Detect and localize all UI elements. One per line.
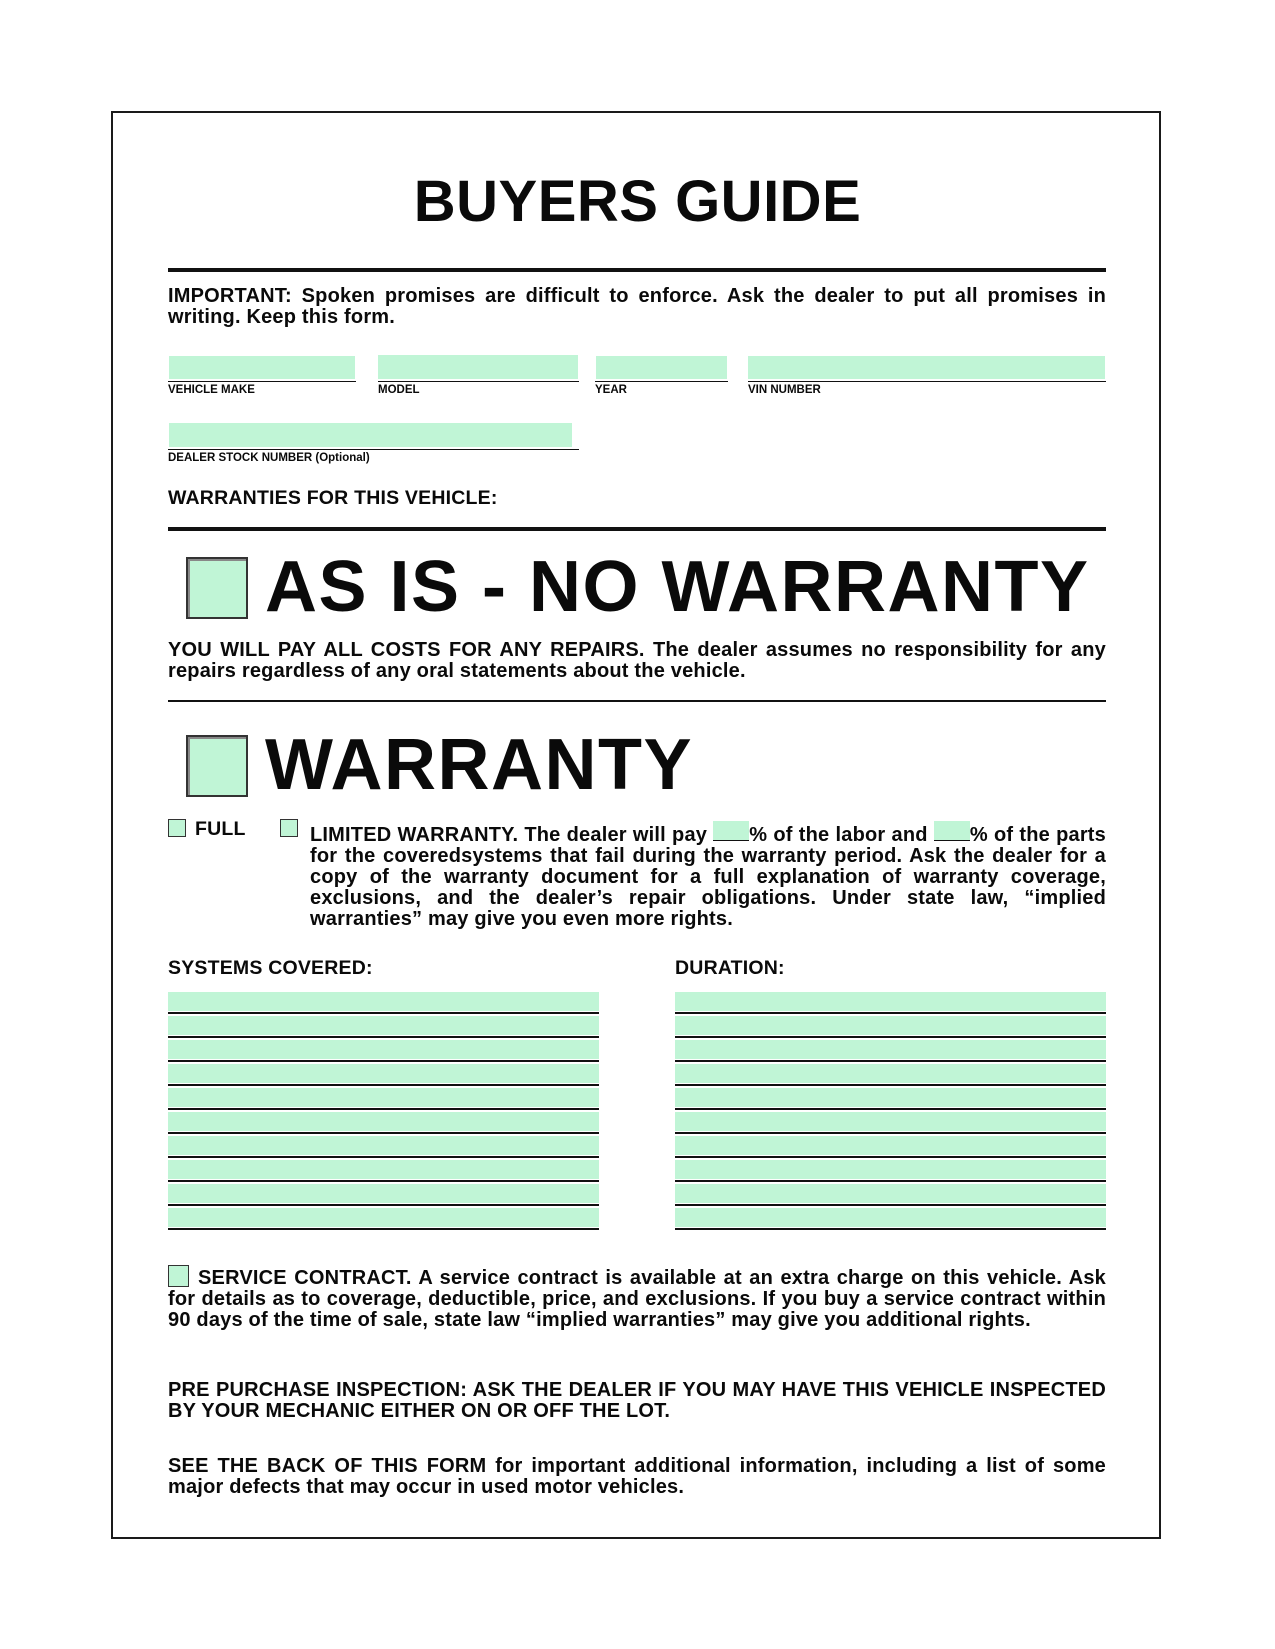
pre-purchase-inspection-text: PRE PURCHASE INSPECTION: ASK THE DEALER IF YOU MAY HAVE THIS VEHICLE INSPECTED BY YOUR MECHANIC EITHER ON OR OFF THE LOT. [168,1379,1106,1422]
year-label: YEAR [595,384,627,396]
duration-underline-4 [675,1084,1106,1086]
systems-covered-label: SYSTEMS COVERED: [168,957,373,979]
vehicle-make-underline [168,381,356,382]
service-contract-text: SERVICE CONTRACT. A service contract is available at an extra charge on this vehicle. Ask for details as to coverage, deductible, price, and exclusions. If you buy a service contract within 90 days of the time of sale, state law “implied warranties” may give you additional rights. [168,1267,1106,1331]
vehicle-make-label: VEHICLE MAKE [168,384,255,396]
duration-underline-8 [675,1180,1106,1182]
vin-input[interactable] [748,356,1105,379]
systems-covered-input-1[interactable] [168,992,599,1011]
systems-covered-underline-1 [168,1012,599,1014]
stock-number-label: DEALER STOCK NUMBER (Optional) [168,452,370,464]
year-input[interactable] [596,356,727,379]
duration-input-8[interactable] [675,1160,1106,1179]
top-rule [168,268,1106,272]
stock-number-underline [168,449,579,450]
as-is-heading: AS IS - NO WARRANTY [265,547,1090,627]
warranty-checkbox[interactable] [186,735,248,797]
duration-input-9[interactable] [675,1184,1106,1203]
systems-covered-input-4[interactable] [168,1064,599,1083]
full-warranty-checkbox[interactable] [168,819,186,837]
systems-covered-underline-4 [168,1084,599,1086]
see-back-text: SEE THE BACK OF THIS FORM for important additional information, including a list of some major defects that may occur in used motor vehicles. [168,1455,1106,1498]
duration-underline-2 [675,1036,1106,1038]
as-is-text: YOU WILL PAY ALL COSTS FOR ANY REPAIRS. The dealer assumes no responsibility for any repairs regardless of any oral statements about the vehicle. [168,639,1106,682]
duration-input-7[interactable] [675,1136,1106,1155]
labor-percent-input[interactable] [713,821,749,841]
duration-input-3[interactable] [675,1040,1106,1059]
duration-underline-10 [675,1228,1106,1230]
systems-covered-input-2[interactable] [168,1016,599,1035]
model-label: MODEL [378,384,420,396]
duration-input-10[interactable] [675,1208,1106,1227]
limited-warranty-text-c: % of the parts for the coveredsystems that fail during the warranty period. Ask the dealer for a copy of the warranty document for a full explanation of warranty coverage, exclusions, and the dealer’s repair obligations. Under state law, “implied warranties” may give you even more rights. [310,824,1106,930]
year-underline [595,381,728,382]
duration-input-5[interactable] [675,1088,1106,1107]
model-input[interactable] [378,355,578,379]
stock-number-input[interactable] [169,423,572,447]
parts-percent-input[interactable] [934,821,970,841]
full-warranty-label: FULL [195,818,246,840]
as-is-rule [168,700,1106,702]
model-underline [378,381,579,382]
systems-covered-input-3[interactable] [168,1040,599,1059]
vin-label: VIN NUMBER [748,384,821,396]
limited-warranty-checkbox[interactable] [280,819,298,837]
systems-covered-underline-8 [168,1180,599,1182]
duration-underline-1 [675,1012,1106,1014]
duration-input-4[interactable] [675,1064,1106,1083]
systems-covered-input-9[interactable] [168,1184,599,1203]
vin-underline [748,381,1106,382]
duration-input-6[interactable] [675,1112,1106,1131]
limited-warranty-text-a: LIMITED WARRANTY. The dealer will pay [310,824,714,846]
warranty-heading: WARRANTY [265,725,693,805]
duration-input-2[interactable] [675,1016,1106,1035]
duration-input-1[interactable] [675,992,1106,1011]
duration-underline-3 [675,1060,1106,1062]
important-notice: IMPORTANT: Spoken promises are difficult to enforce. Ask the dealer to put all promises in writing. Keep this form. [168,285,1106,328]
systems-covered-input-8[interactable] [168,1160,599,1179]
systems-covered-input-10[interactable] [168,1208,599,1227]
systems-covered-underline-3 [168,1060,599,1062]
systems-covered-input-7[interactable] [168,1136,599,1155]
duration-underline-6 [675,1132,1106,1134]
systems-covered-underline-6 [168,1132,599,1134]
duration-underline-9 [675,1204,1106,1206]
duration-label: DURATION: [675,957,785,979]
vehicle-make-input[interactable] [169,356,355,379]
systems-covered-underline-7 [168,1156,599,1158]
systems-covered-underline-9 [168,1204,599,1206]
warranties-heading: WARRANTIES FOR THIS VEHICLE: [168,487,498,509]
warranties-rule [168,527,1106,531]
limited-warranty-text [310,821,1106,930]
as-is-checkbox[interactable] [186,557,248,619]
systems-covered-underline-5 [168,1108,599,1110]
limited-warranty-text-b: % of the labor and [749,824,934,846]
systems-covered-underline-2 [168,1036,599,1038]
systems-covered-input-6[interactable] [168,1112,599,1131]
duration-underline-5 [675,1108,1106,1110]
duration-underline-7 [675,1156,1106,1158]
systems-covered-input-5[interactable] [168,1088,599,1107]
systems-covered-underline-10 [168,1228,599,1230]
form-title: BUYERS GUIDE [413,169,862,234]
